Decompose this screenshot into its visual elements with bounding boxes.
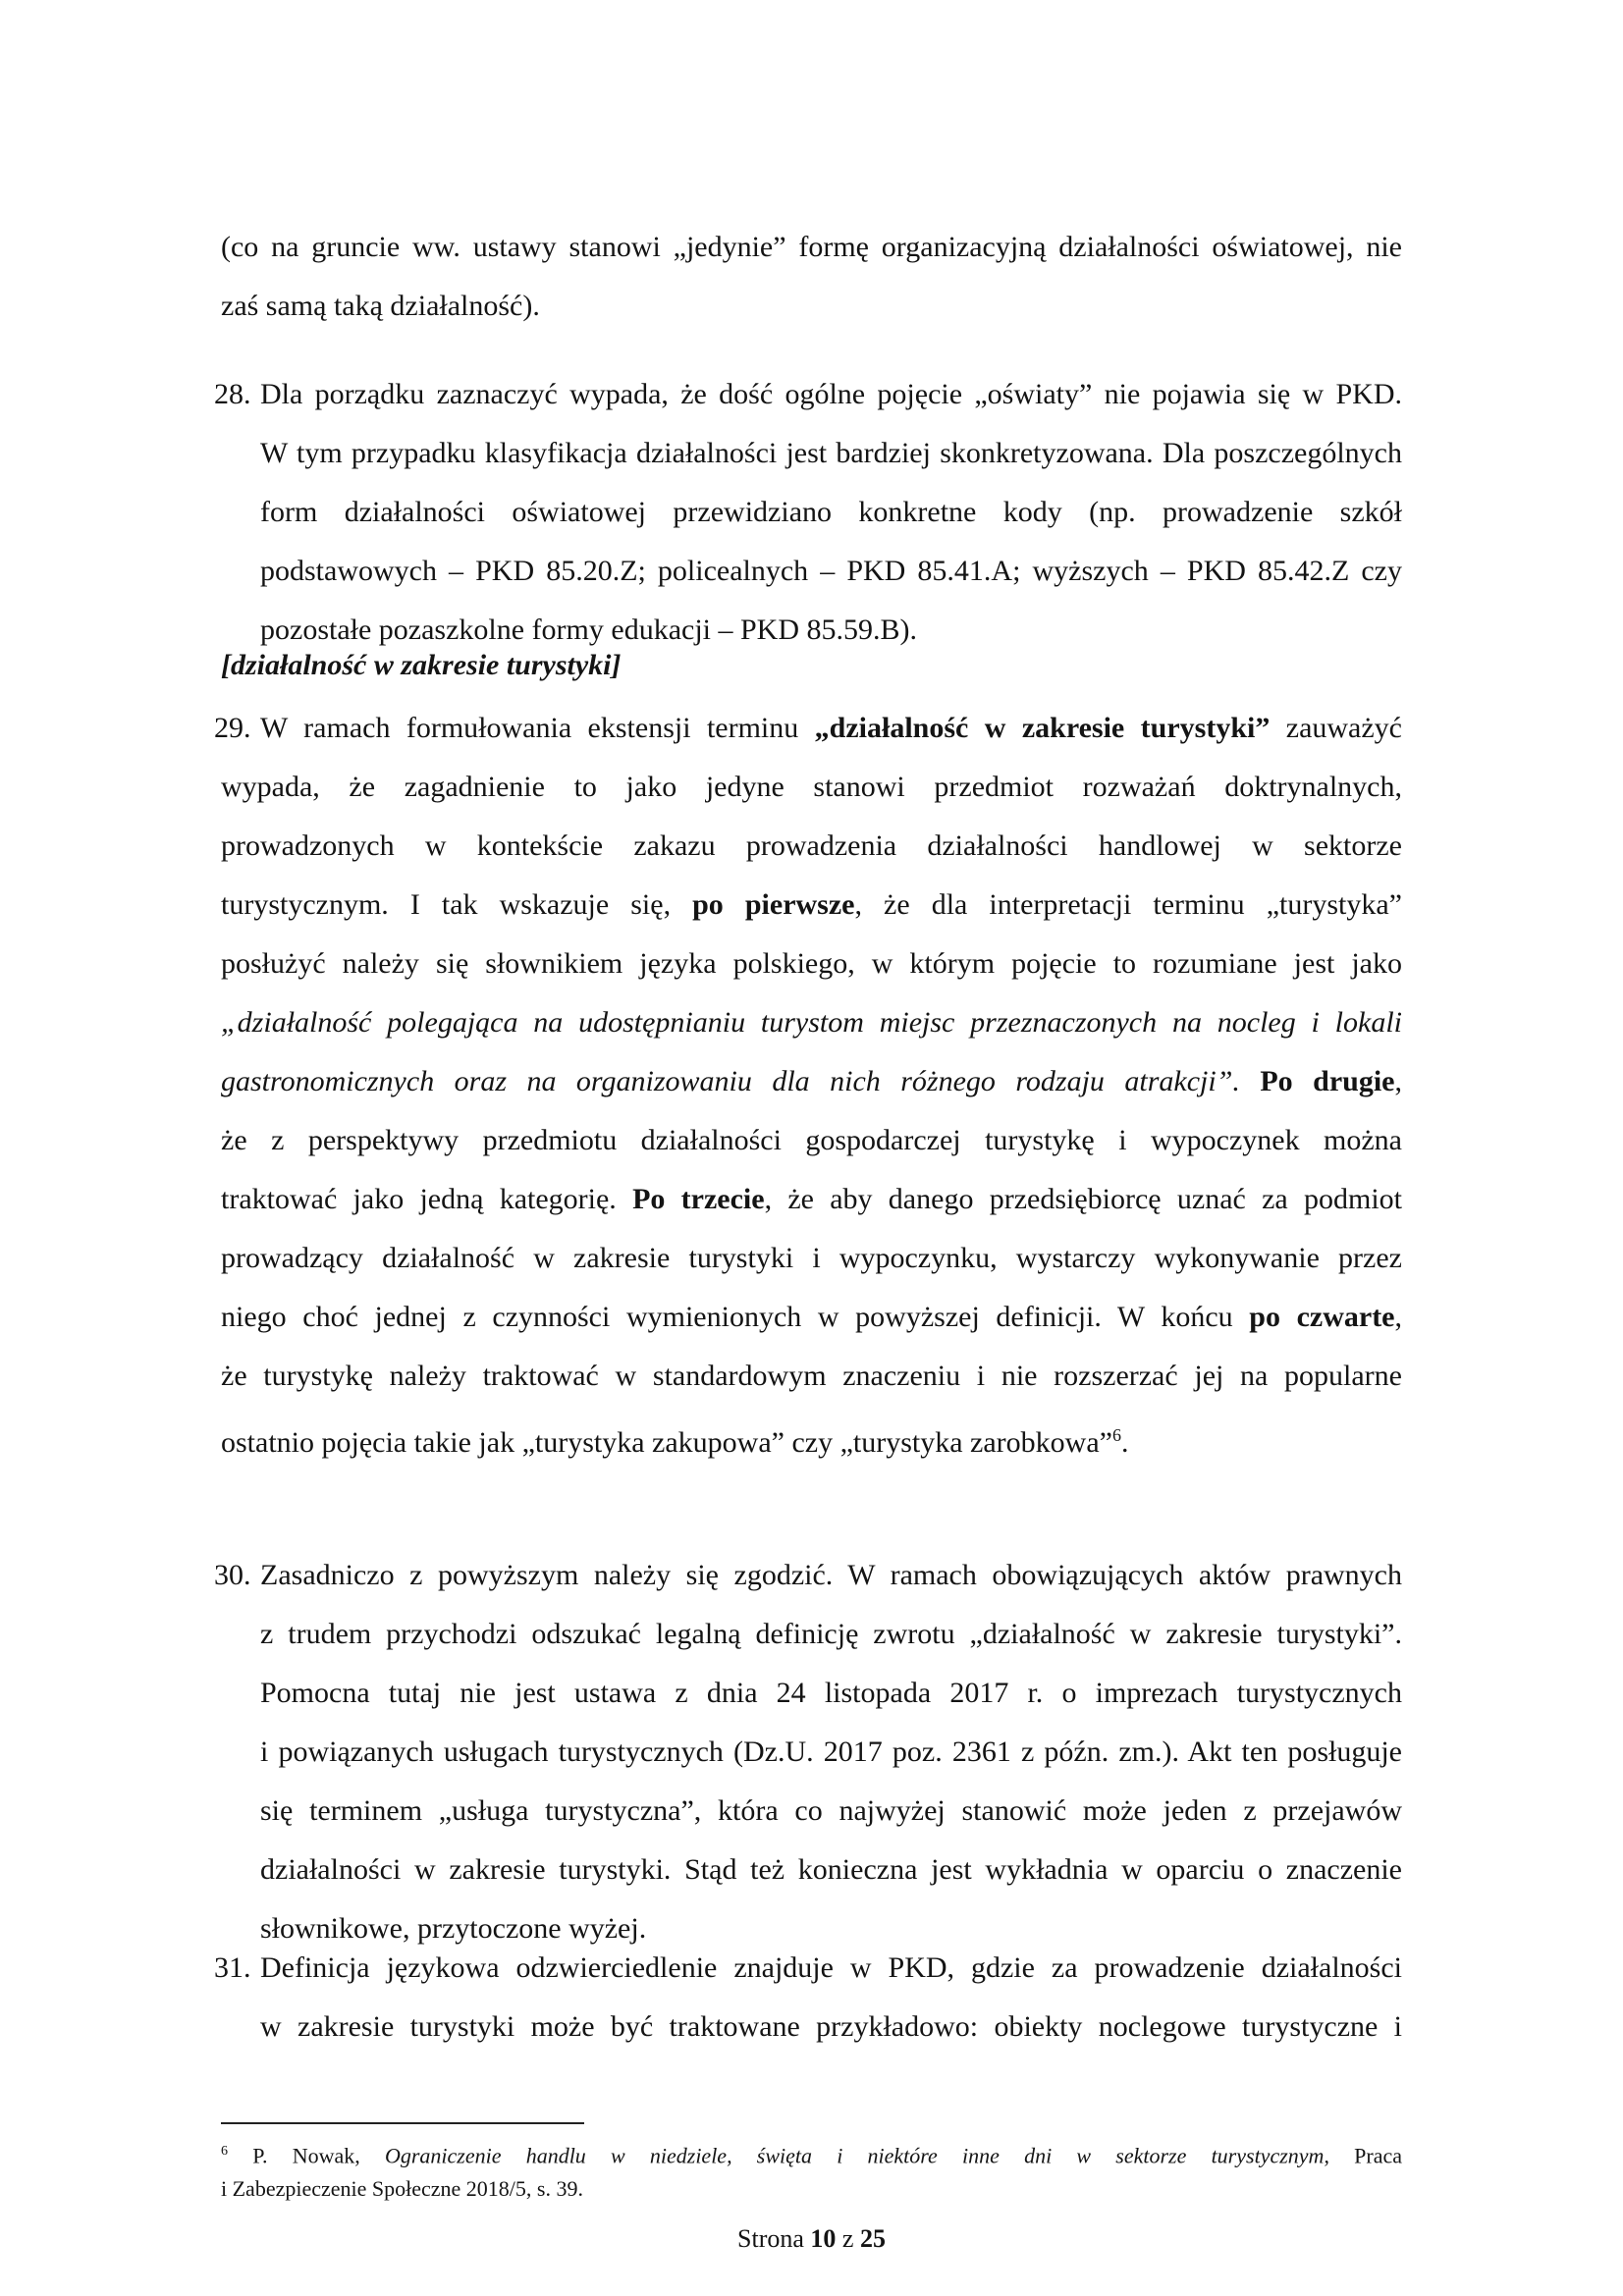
paragraph-30 [260,1546,1402,1958]
text-line: z trudem przychodzi odszukać legalną definicję zwrotu „działalność w zakresie turystyki”. [260,1618,1402,1650]
footnote-separator [221,2122,584,2124]
text-span: zauważyć [1270,712,1402,744]
text-line: zaś samą taką działalność). [221,290,540,322]
intro-paragraph [221,218,1402,336]
text-line [221,1170,1402,1229]
text-span: turystycznym. I tak wskazuje się, [221,888,693,921]
paragraph-29 [221,699,1402,1465]
text-span: . [1120,1426,1129,1459]
text-line: posłużyć należy się słownikiem języka polskiego, w którym pojęcie to rozumiane jest jako [221,947,1402,980]
text-line: prowadzący działalność w zakresie turystyki i wypoczynku, wystarczy wykonywanie przez [221,1242,1402,1274]
text-line: wypada, że zagadnienie to jako jedyne stanowi przedmiot rozważań doktrynalnych, [221,771,1402,803]
footnote-line [221,2135,1402,2172]
bold-term: po pierwsze [692,888,855,921]
text-line [221,1052,1402,1111]
text-line: Zasadniczo z powyższym należy się zgodzić. W ramach obowiązujących aktów prawnych [260,1559,1402,1591]
text-line: Definicja językowa odzwierciedlenie znajduje w PKD, gdzie za prowadzenie działalności [260,1951,1402,1984]
text-line: (co na gruncie ww. ustawy stanowi „jedynie” formę organizacyjną działalności oświatowej, nie [221,231,1402,263]
text-line: podstawowych – PKD 85.20.Z; policealnych – PKD 85.41.A; wyższych – PKD 85.42.Z czy [260,555,1402,587]
footer-prefix: Strona [737,2224,811,2253]
bold-term: Po drugie [1260,1065,1395,1097]
italic-quote: „działalność polegająca na udostępnianiu turystom miejsc przeznaczonych na nocleg i lokali [221,1006,1402,1039]
footer-mid: z [836,2224,860,2253]
text-line: słownikowe, przytoczone wyżej. [260,1912,647,1945]
text-span: ostatnio pojęcia takie jak „turystyka zakupowa” czy „turystyka zarobkowa” [221,1426,1112,1459]
text-line [221,876,1402,934]
text-line: w zakresie turystyki może być traktowane przykładowo: obiekty noclegowe turystyczne i [260,2010,1402,2043]
text-span: traktować jako jedną kategorię. [221,1183,633,1215]
paragraph-number-29: 29. [214,712,251,744]
bold-term: „działalność w zakresie turystyki” [814,712,1271,744]
text-span: niego choć jednej z czynności wymienionych w powyższej definicji. W końcu [221,1301,1250,1333]
text-line: działalności w zakresie turystyki. Stąd też konieczna jest wykładnia w oparciu o znaczenie [260,1853,1402,1886]
text-span: , Praca [1324,2143,1402,2168]
text-span: , [1394,1065,1402,1097]
text-line [221,699,1402,758]
text-line [221,1288,1402,1347]
text-line: W tym przypadku klasyfikacja działalności jest bardziej skonkretyzowana. Dla poszczególnych [260,437,1402,469]
text-line: Dla porządku zaznaczyć wypada, że dość ogólne pojęcie „oświaty” nie pojawia się w PKD. [260,378,1402,410]
paragraph-number-31: 31. [214,1951,251,1984]
text-span: , że dla interpretacji terminu „turystyka” [854,888,1403,921]
text-span: , [1394,1301,1403,1333]
italic-title: Ograniczenie handlu w niedziele, święta i niektóre inne dni w sektorze turystycznym [384,2143,1325,2168]
italic-quote: gastronomicznych oraz na organizowaniu dla nich różnego rodzaju atrakcji”. [221,1065,1261,1097]
text-span: , że aby danego przedsiębiorcę uznać za podmiot [764,1183,1402,1215]
paragraph-31 [260,1939,1402,2056]
footnote-marker: 6 [221,2144,228,2159]
paragraph-number-28: 28. [214,378,251,410]
text-line: prowadzonych w kontekście zakazu prowadzenia działalności handlowej w sektorze [221,829,1402,862]
paragraph-number-30: 30. [214,1559,251,1591]
current-page-number: 10 [810,2224,837,2253]
text-line: że turystykę należy traktować w standardowym znaczeniu i nie rozszerzać jej na popularne [221,1360,1402,1392]
text-line: Pomocna tutaj nie jest ustawa z dnia 24 listopada 2017 r. o imprezach turystycznych [260,1677,1402,1709]
paragraph-28 [260,365,1402,660]
section-heading: [działalność w zakresie turystyki] [221,649,622,681]
total-pages: 25 [859,2224,886,2253]
footnote [221,2135,1402,2206]
text-line: form działalności oświatowej przewidziano konkretne kody (np. prowadzenie szkół [260,496,1402,528]
text-line: że z perspektywy przedmiotu działalności gospodarczej turystykę i wypoczynek można [221,1124,1402,1156]
text-span: W ramach formułowania ekstensji terminu [260,712,815,744]
bold-term: Po trzecie [632,1183,765,1215]
text-span: P. Nowak, [228,2143,385,2168]
text-line: pozostałe pozaszkolne formy edukacji – PKD 85.59.B). [260,614,918,646]
text-line: się terminem „usługa turystyczna”, która co najwyżej stanowić może jeden z przejawów [260,1794,1402,1827]
text-line [221,993,1402,1052]
page-footer [0,2224,1623,2254]
text-line [221,1406,1402,1465]
bold-term: po czwarte [1249,1301,1395,1333]
footnote-line: i Zabezpieczenie Społeczne 2018/5, s. 39. [221,2176,583,2202]
text-line: i powiązanych usługach turystycznych (Dz.U. 2017 poz. 2361 z późn. zm.). Akt ten posługuje [260,1735,1402,1768]
footnote-reference[interactable]: 6 [1111,1425,1121,1445]
